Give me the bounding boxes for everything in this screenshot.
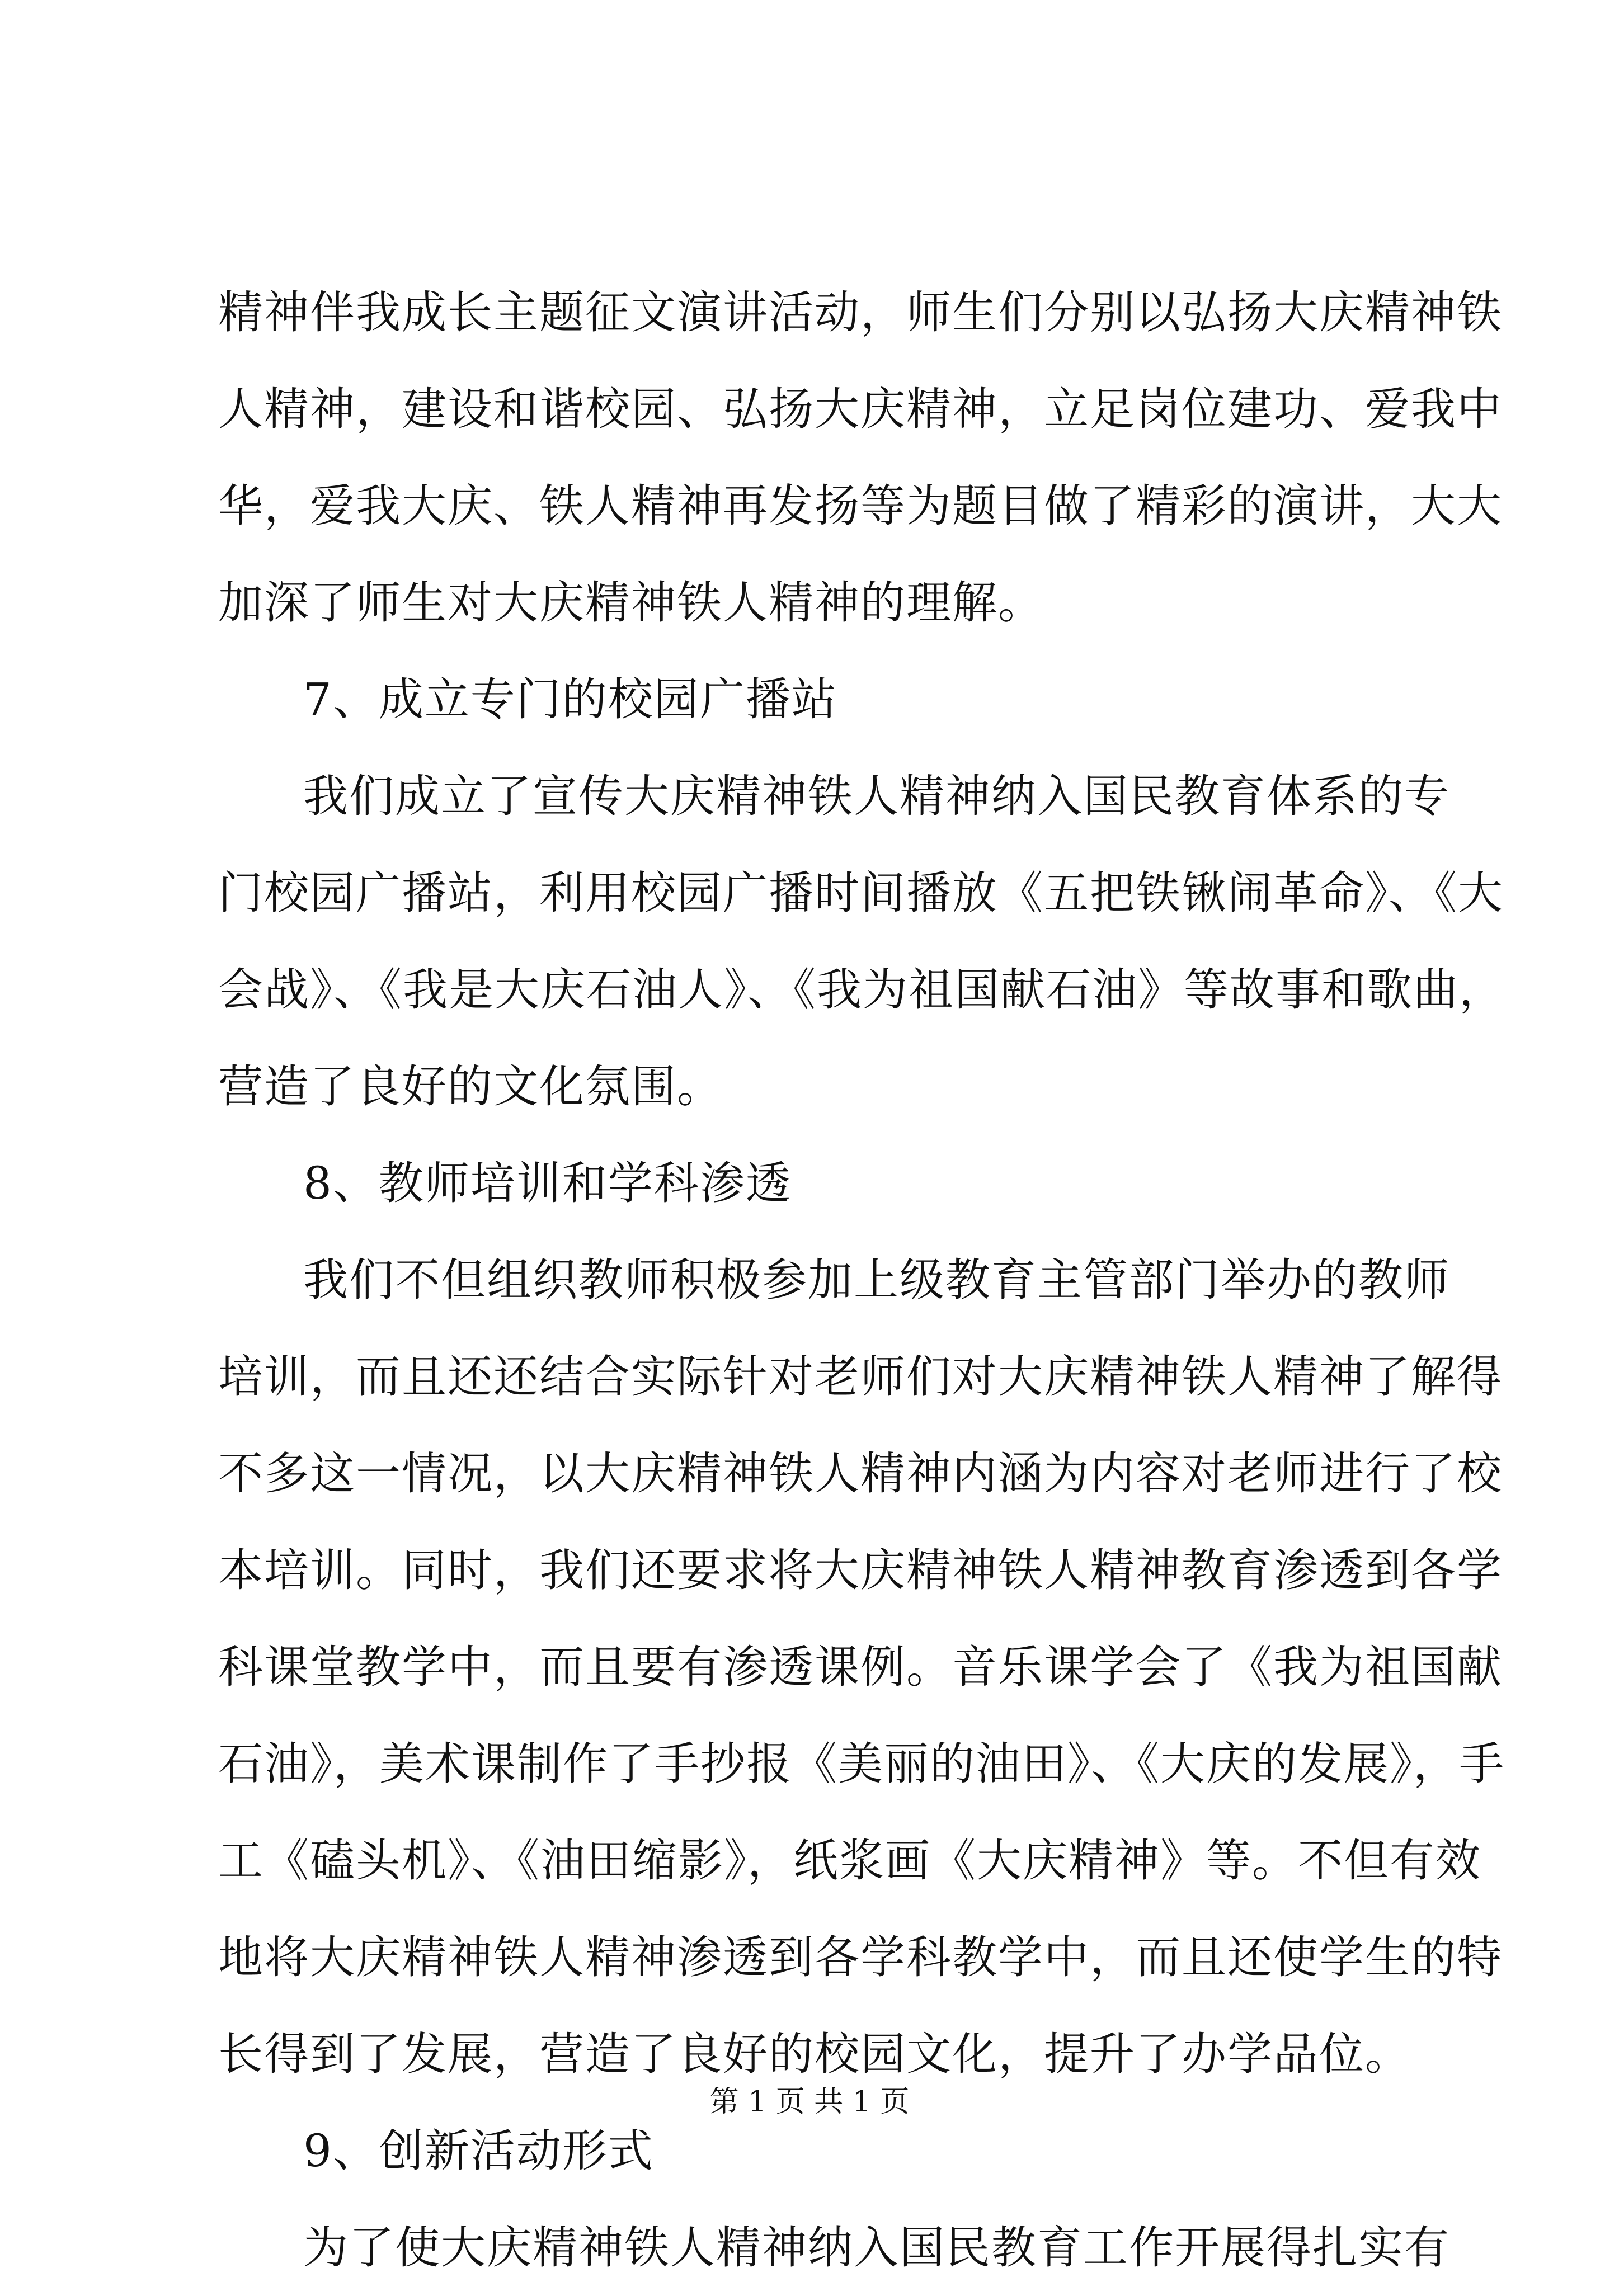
section-heading: 7、成立专门的校园广播站 xyxy=(303,673,837,725)
text-line: 长得到了发展，营造了良好的校园文化，提升了办学品位。 xyxy=(218,2028,1411,2080)
text-line: 门校园广播站，利用校园广播时间播放《五把铁锹闹革命》、《大 xyxy=(218,867,1504,919)
text-line: 人精神，建设和谐校园、弘扬大庆精神，立足岗位建功、爱我中 xyxy=(218,383,1503,435)
section-heading: 9、创新活动形式 xyxy=(303,2125,654,2177)
text-line: 精神伴我成长主题征文演讲活动，师生们分别以弘扬大庆精神铁 xyxy=(218,286,1503,338)
text-line: 加深了师生对大庆精神铁人精神的理解。 xyxy=(218,577,1044,629)
text-line: 不多这一情况，以大庆精神铁人精神内涵为内容对老师进行了校 xyxy=(218,1448,1503,1500)
text-line: 我们不但组织教师积极参加上级教育主管部门举办的教师 xyxy=(303,1254,1450,1306)
text-line: 地将大庆精神铁人精神渗透到各学科教学中，而且还使学生的特 xyxy=(218,1931,1503,1983)
text-line: 培训，而且还还结合实际针对老师们对大庆精神铁人精神了解得 xyxy=(218,1351,1503,1403)
page-number-footer: 第 1 页 共 1 页 xyxy=(709,2085,910,2119)
document-body xyxy=(218,264,1505,2296)
text-line: 华，爱我大庆、铁人精神再发扬等为题目做了精彩的演讲，大大 xyxy=(218,480,1503,532)
text-line: 为了使大庆精神铁人精神纳入国民教育工作开展得扎实有 xyxy=(303,2222,1450,2274)
text-line: 会战》、《我是大庆石油人》、《我为祖国献石油》等故事和歌曲， xyxy=(218,964,1505,1016)
section-heading: 8、教师培训和学科渗透 xyxy=(303,1157,792,1209)
text-line: 本培训。同时，我们还要求将大庆精神铁人精神教育渗透到各学 xyxy=(218,1544,1503,1596)
text-line: 工《磕头机》、《油田缩影》，纸浆画《大庆精神》等。不但有效 xyxy=(218,1835,1481,1887)
text-line: 我们成立了宣传大庆精神铁人精神纳入国民教育体系的专 xyxy=(303,770,1450,822)
text-line: 石油》，美术课制作了手抄报《美丽的油田》、《大庆的发展》，手 xyxy=(218,1738,1505,1790)
text-line: 科课堂教学中，而且要有渗透课例。音乐课学会了《我为祖国献 xyxy=(218,1641,1503,1693)
text-line: 营造了良好的文化氛围。 xyxy=(218,1060,723,1112)
